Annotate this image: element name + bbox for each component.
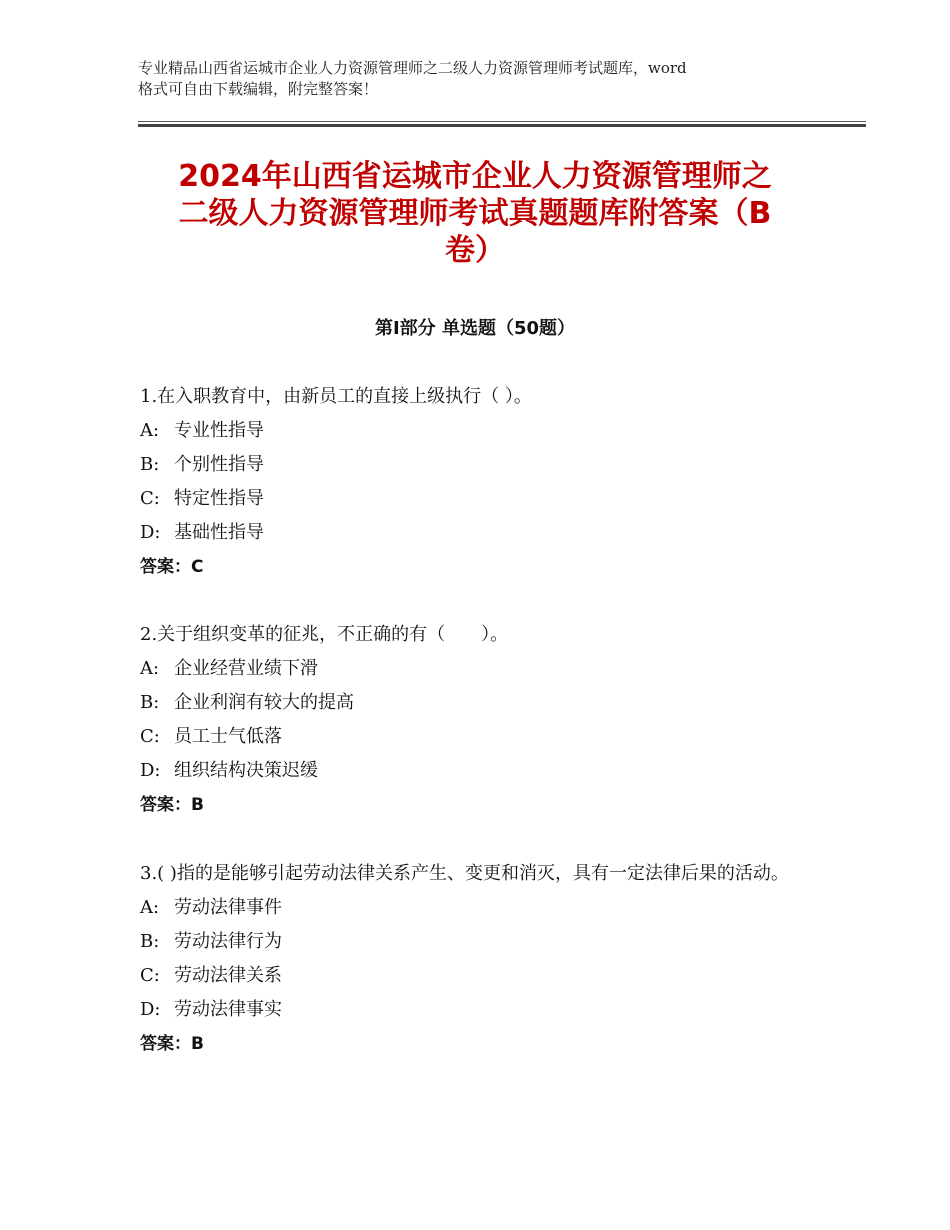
option-d xyxy=(140,754,830,788)
option-d xyxy=(140,993,830,1027)
option-a xyxy=(140,891,830,925)
option-text: 员工士气低落 xyxy=(174,726,282,747)
section-title: 第Ⅰ部分 单选题（50题） xyxy=(374,318,575,339)
option-key: B: xyxy=(140,454,160,475)
option-key: C: xyxy=(140,965,160,986)
option-b xyxy=(140,686,830,720)
header-note-line-1: 专业精品山西省运城市企业人力资源管理师之二级人力资源管理师考试题库，word xyxy=(138,59,687,77)
answer-label: 答案：B xyxy=(140,1034,204,1054)
option-c xyxy=(140,720,830,754)
option-key: D: xyxy=(140,760,161,781)
header-divider-thick xyxy=(138,124,866,127)
option-d xyxy=(140,516,830,550)
option-key: B: xyxy=(140,692,160,713)
option-key: A: xyxy=(140,897,160,918)
option-text: 劳动法律事实 xyxy=(174,999,282,1020)
question-stem: 3.( )指的是能够引起劳动法律关系产生、变更和消灭，具有一定法律后果的活动。 xyxy=(140,863,789,884)
option-text: 劳动法律关系 xyxy=(174,965,282,986)
option-text: 专业性指导 xyxy=(174,420,264,441)
question-1 xyxy=(140,380,830,584)
document-title-line-3: 卷） xyxy=(445,233,505,268)
option-key: C: xyxy=(140,726,160,747)
option-b xyxy=(140,448,830,482)
option-a xyxy=(140,414,830,448)
answer-label: 答案：C xyxy=(140,557,204,577)
option-text: 劳动法律事件 xyxy=(174,897,282,918)
question-2 xyxy=(140,618,830,822)
option-key: D: xyxy=(140,522,161,543)
document-title-line-1: 2024年山西省运城市企业人力资源管理师之 xyxy=(178,159,772,194)
question-stem: 1.在入职教育中，由新员工的直接上级执行（ ）。 xyxy=(140,386,532,407)
option-b xyxy=(140,925,830,959)
option-text: 个别性指导 xyxy=(174,454,264,475)
option-text: 基础性指导 xyxy=(174,522,264,543)
option-key: C: xyxy=(140,488,160,509)
option-text: 特定性指导 xyxy=(174,488,264,509)
header-note xyxy=(138,58,828,100)
header-divider-thin xyxy=(138,121,866,122)
option-key: B: xyxy=(140,931,160,952)
option-text: 组织结构决策迟缓 xyxy=(174,760,318,781)
option-text: 劳动法律行为 xyxy=(174,931,282,952)
answer-label: 答案：B xyxy=(140,795,204,815)
option-key: A: xyxy=(140,658,160,679)
question-stem: 2.关于组织变革的征兆，不正确的有（ ）。 xyxy=(140,624,509,645)
option-c xyxy=(140,959,830,993)
option-key: A: xyxy=(140,420,160,441)
question-3 xyxy=(140,857,830,1061)
option-c xyxy=(140,482,830,516)
option-a xyxy=(140,652,830,686)
option-text: 企业经营业绩下滑 xyxy=(174,658,318,679)
option-text: 企业利润有较大的提高 xyxy=(174,692,354,713)
document-title-line-2: 二级人力资源管理师考试真题题库附答案（B xyxy=(178,196,772,231)
header-note-line-2: 格式可自由下载编辑，附完整答案！ xyxy=(138,80,379,98)
option-key: D: xyxy=(140,999,161,1020)
document-title xyxy=(110,158,840,269)
